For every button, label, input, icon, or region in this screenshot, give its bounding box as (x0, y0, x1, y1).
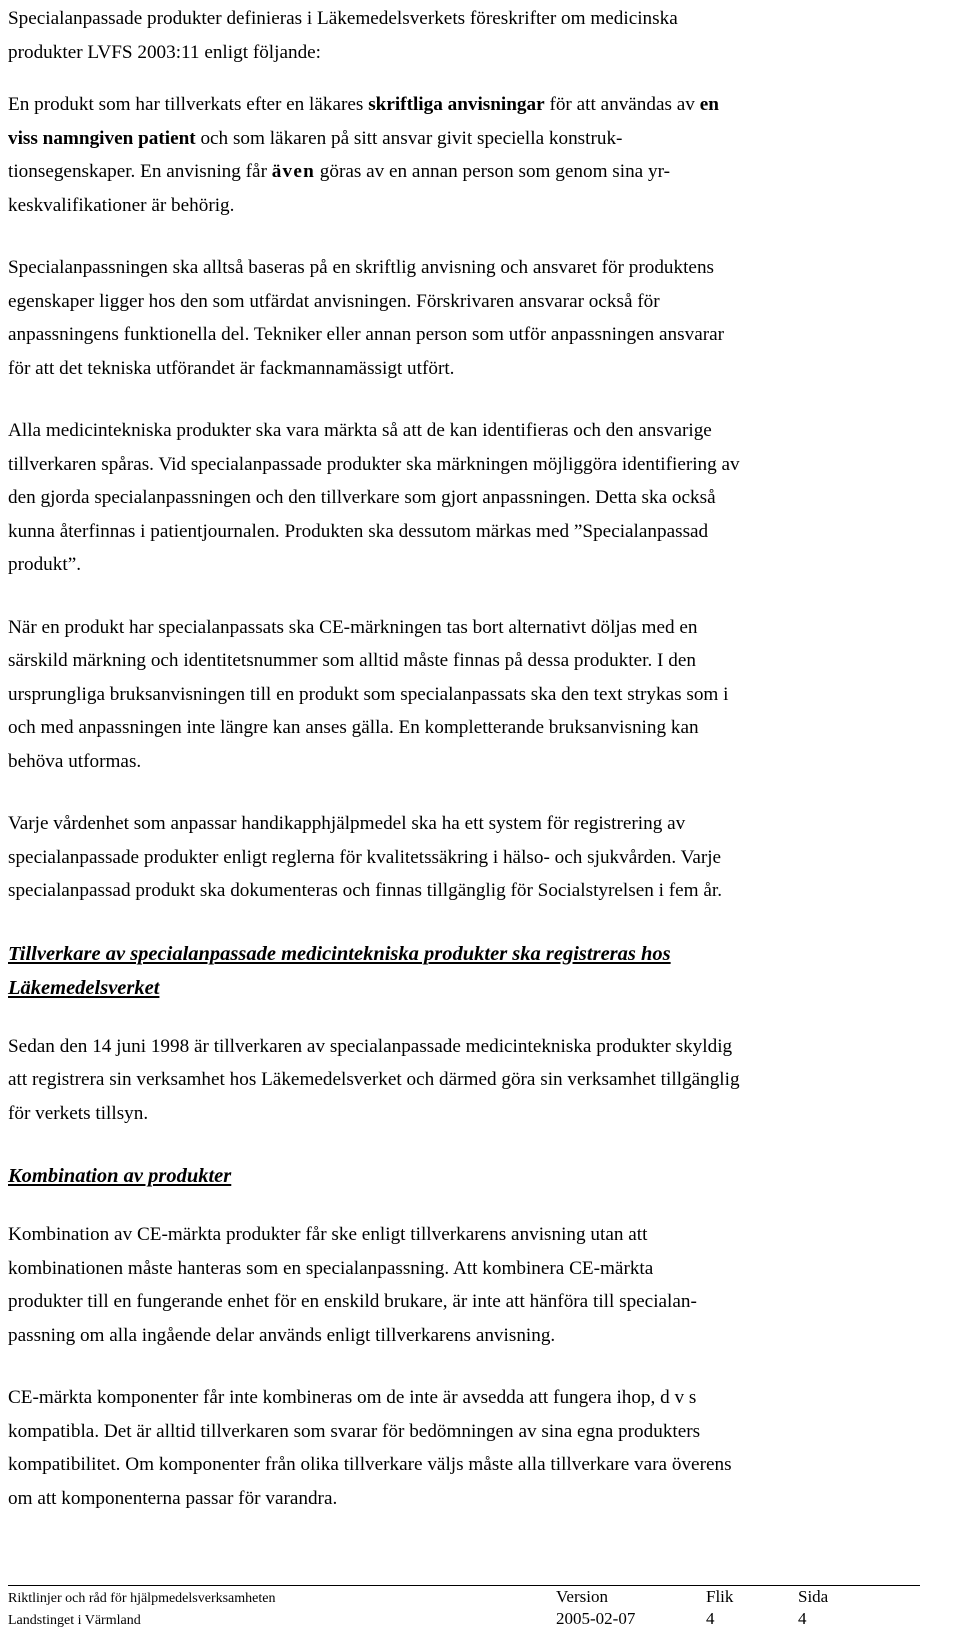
definition-paragraph (8, 88, 928, 222)
definition-text-3: och som läkaren på sitt ansvar givit speciella konstruk- tionsegenskaper. En anvisning får (8, 127, 623, 182)
definition-text-1: En produkt som har tillverkats efter en läkares (8, 94, 369, 115)
definition-bold-patient: en viss namngiven patient (8, 94, 719, 149)
definition-text-2: för att användas av (544, 94, 700, 115)
components-paragraph: CE-märkta komponenter får inte kombineras om de inte är avsedda att fungera ihop, d v s kompatibla. Det är alltid tillverkaren som svarar för bedömningen av sina egna produkters kompatibilitet. Om komponenter från olika tillverkare väljs måste alla tillverkare vara överens om att komponenterna passar för varandra. (8, 1387, 732, 1509)
footer-flik-label: Flik (706, 1587, 734, 1606)
section-heading-manufacturers: Tillverkare av specialanpassade medicintekniska produkter ska registreras hos Läkemedelsverket (8, 942, 671, 999)
footer-sida-label: Sida (798, 1587, 829, 1606)
registration-system-paragraph: Varje vårdenhet som anpassar handikapphjälpmedel ska ha ett system för registrering av specialanpassade produkter enligt reglerna för kvalitetssäkring i hälso- och sjukvården. Varje specialanpassad produkt ska dokumenteras och finnas tillgänglig för Socialstyrelsen i fem år. (8, 813, 723, 901)
footer-version-label: Version (556, 1587, 608, 1606)
footer-organization: Landstinget i Värmland (8, 1613, 141, 1628)
definition-text-4: göras av en annan person som genom sina yr- keskvalifikationer är behörig. (8, 161, 670, 216)
footer-row-values (8, 1609, 920, 1631)
section-heading-combination: Kombination av produkter (8, 1165, 232, 1187)
combination-paragraph: Kombination av CE-märkta produkter får ske enligt tillverkarens anvisning utan att kombinationen måste hanteras som en specialanpassning. Att kombinera CE-märkta produkter till en fungerande enhet för en enskild brukare, är inte att hänföra till specialan- passning om alla ingående delar används enligt tillverkarens anvisning. (8, 1224, 697, 1346)
footer-version-value: 2005-02-07 (556, 1609, 636, 1628)
footer-doc-title: Riktlinjer och råd för hjälpmedelsverksamheten (8, 1591, 276, 1606)
definition-bold-anvisningar: skriftliga anvisningar (368, 94, 545, 115)
ce-marking-paragraph: När en produkt har specialanpassats ska CE-märkningen tas bort alternativt döljas med en särskild märkning och identitetsnummer som alltid måste finnas på dessa produkter. I den ursprungliga bruksanvisningen till en produkt som specialanpassats ska den text strykas som i och med anpassningen inte längre kan anses gälla. En kompletterande bruksanvisning kan behöva utformas. (8, 616, 729, 772)
definition-bold-aven: även (271, 161, 315, 182)
footer-flik-value: 4 (706, 1609, 715, 1628)
page-footer (8, 1585, 920, 1631)
footer-row-labels (8, 1587, 920, 1609)
manufacturer-registration-paragraph: Sedan den 14 juni 1998 är tillverkaren av specialanpassade medicintekniska produkter skyldig att registrera sin verksamhet hos Läkemedelsverket och därmed göra sin verksamhet tillgänglig för verkets tillsyn. (8, 1035, 740, 1124)
document-body (8, 2, 928, 1515)
intro-paragraph: Specialanpassade produkter definieras i Läkemedelsverkets föreskrifter om medicinska produkter LVFS 2003:11 enligt följande: (8, 8, 678, 63)
labelling-paragraph: Alla medicintekniska produkter ska vara märkta så att de kan identifieras och den ansvarige tillverkaren spåras. Vid specialanpassade produkter ska märkningen möjliggöra identifiering av den gjorda specialanpassningen och den tillverkare som gjort anpassningen. Detta ska också kunna återfinnas i patientjournalen. Produkten ska dessutom märkas med ”Specialanpassad produkt”. (8, 420, 740, 575)
responsibility-paragraph: Specialanpassningen ska alltså baseras på en skriftlig anvisning och ansvaret för produktens egenskaper ligger hos den som utfärdat anvisningen. Förskrivaren ansvarar också för anpassningens funktionella del. Tekniker eller annan person som utför anpassningen ansvarar för att det tekniska utförandet är fackmannamässigt utfört. (8, 257, 725, 379)
footer-sida-value: 4 (798, 1609, 807, 1628)
